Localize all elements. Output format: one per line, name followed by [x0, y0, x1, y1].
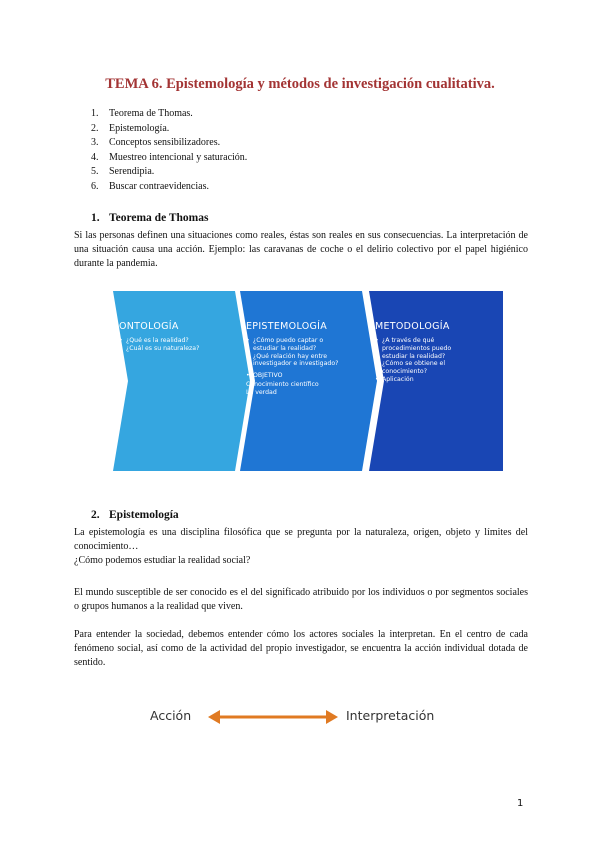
double-arrow-icon — [208, 707, 338, 727]
list-item: • OBJETIVO — [246, 372, 283, 380]
ontology-questions — [119, 337, 231, 353]
ontology-panel-text — [119, 321, 231, 353]
arrow-head-left — [208, 710, 220, 724]
toc-item: 1. Teorema de Thomas. — [91, 108, 193, 119]
toc-item: 3. Conceptos sensibilizadores. — [91, 137, 221, 149]
table-of-contents — [91, 107, 247, 195]
ontology-panel — [113, 291, 250, 471]
list-item: • ¿A través de qué procedimientos puedo estudiar la realidad? — [375, 337, 452, 360]
list-item: • ¿Cómo se obtiene el conocimiento? — [375, 360, 446, 376]
list-item: • ¿Cómo puedo captar o estudiar la realidad? — [246, 337, 324, 352]
epistemology-definition: La epistemología es una disciplina filosófica que se pregunta por la naturaleza, origen, objeto y límites del conocimiento… — [74, 527, 528, 552]
toc-item: 6. Buscar contraevidencias. — [91, 180, 209, 192]
epistemology-paragraph-2: El mundo susceptible de ser conocido es el del significado atribuido por los individuos o por segmentos sociales o grupos humanos a la realidad que viven. — [74, 587, 528, 612]
list-item: • ¿Cuál es su naturaleza? — [119, 344, 200, 352]
toc-item: 5. Serendipia. — [91, 166, 155, 178]
objective-detail: Conocimiento científico La verdad — [246, 380, 319, 396]
action-label: Acción — [150, 708, 192, 723]
arrow-head-right — [326, 710, 338, 724]
methodology-questions — [375, 337, 475, 384]
list-item: • ¿Qué relación hay entre investigador e investigado? — [246, 352, 339, 368]
ontology-epistemology-methodology-diagram — [113, 291, 503, 471]
page-title: TEMA 6. Epistemología y métodos de investigación cualitativa. — [105, 76, 495, 92]
epistemology-questions — [246, 337, 346, 380]
action-interpretation-figure — [148, 694, 458, 742]
ontology-heading: ONTOLOGÍA — [119, 321, 179, 332]
epistemology-paragraph-3: Para entender la sociedad, debemos entender cómo los actores sociales la interpretan. En el centro de cada fenómeno social, así como de la actividad del propio investigador, se encuentra la acción individual dotada de sentido. — [74, 629, 528, 668]
toc-item: 4. Muestreo intencional y saturación. — [91, 151, 248, 163]
toc-item: 2. Epistemología. — [91, 122, 170, 134]
interpretation-label: Interpretación — [346, 708, 435, 723]
epistemology-panel-text — [246, 321, 346, 397]
list-item: • Aplicación — [375, 375, 414, 383]
thomas-paragraph: Si las personas definen una situaciones como reales, éstas son reales en sus consecuencias. La interpretación de una situación causa una acción. Ejemplo: las caravanas de coche o el delirio colectivo por el papel higiénico durante la pandemia. — [74, 230, 528, 269]
epistemology-heading: EPISTEMOLOGÍA — [246, 321, 328, 332]
list-item: • ¿Qué es la realidad? — [119, 337, 189, 344]
section-heading-thomas: 1. Teorema de Thomas — [91, 212, 209, 224]
epistemology-question: ¿Cómo podemos estudiar la realidad social? — [74, 555, 251, 566]
methodology-heading: METODOLOGÍA — [375, 321, 450, 332]
section-heading-epistemology: 2. Epistemología — [91, 509, 179, 521]
page-number: 1 — [517, 798, 524, 809]
methodology-panel-text — [375, 321, 475, 384]
